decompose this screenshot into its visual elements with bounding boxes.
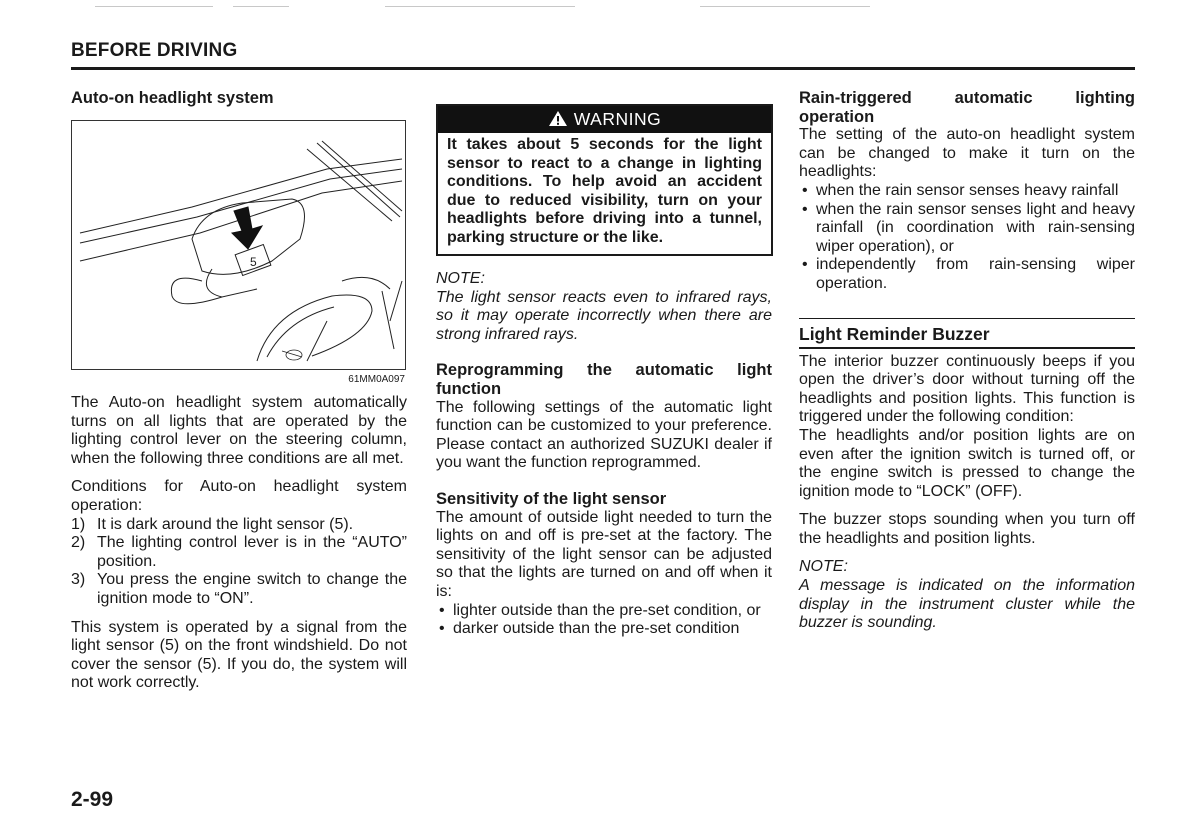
heading-reprogramming: Reprogramming the automatic light function (436, 361, 772, 398)
warning-text: It takes about 5 seconds for the light sensor to react to a change in lighting conditions. To help avoid an accident due to reduced visibility, turn on your headlights before driving into a tunnel, parking structure or the like. (447, 136, 762, 246)
rain-text: The setting of the auto-on headlight system can be changed to make it turn on the headlights: (799, 126, 1135, 181)
conditions-list (71, 516, 407, 609)
reprogramming-text: The following settings of the automatic light function can be customized to your preference. Please contact an authorized SUZUKI dealer if you want the function reprogrammed. (436, 398, 772, 472)
heading-auto-on: Auto-on headlight system (71, 89, 274, 107)
heading-rain-triggered: Rain-triggered automatic lighting operation (799, 89, 1135, 126)
list-item: • darker outside than the pre-set condition (439, 620, 740, 638)
note-text: The light sensor reacts even to infrared rays, so it may operate incorrectly when there are strong infrared rays. (436, 288, 772, 343)
rain-list (799, 182, 1135, 294)
windshield-sensor-diagram (72, 121, 405, 369)
scan-mark (233, 6, 289, 7)
heading-sensitivity: Sensitivity of the light sensor (436, 489, 667, 508)
list-item: • independently from rain-sensing wiper operation. (802, 256, 1135, 292)
column-1 (71, 89, 407, 108)
system-paragraph: This system is operated by a signal from the light sensor (5) on the front windshield. Do not cover the sensor (5). If you do, the system will not work correctly. (71, 618, 407, 692)
list-item: • when the rain sensor senses light and heavy rainfall (in coordination with rain-sensing wiper operation), or (802, 200, 1135, 255)
conditions-intro: Conditions for Auto-on headlight system operation: (71, 478, 407, 514)
sensor-marker: 5 (250, 255, 257, 269)
figure-caption: 61MM0A097 (348, 374, 405, 385)
note-label: NOTE: (436, 270, 485, 287)
warning-triangle-icon (548, 110, 568, 127)
header-rule (71, 67, 1135, 70)
heading-light-reminder-buzzer: Light Reminder Buzzer (799, 318, 1135, 349)
note-text: A message is indicated on the information display in the instrument cluster while the buzzer is sounding. (799, 577, 1135, 632)
buzzer-paragraph-1: The interior buzzer continuously beeps if you open the driver’s door without turning off the headlights and position lights. This function is triggered under the following condition: (799, 352, 1135, 426)
column-1-body (71, 394, 407, 693)
sensitivity-text: The amount of outside light needed to turn the lights on and off is pre-set at the factory. The sensitivity of the light sensor can be adjusted so that the lights are turned on and off when it is: (436, 508, 772, 600)
section-title: BEFORE DRIVING (71, 40, 238, 61)
warning-header (438, 106, 771, 133)
list-item: 2) The lighting control lever is in the “AUTO” position. (71, 534, 407, 570)
down-arrow-icon (232, 207, 262, 249)
intro-paragraph: The Auto-on headlight system automatically turns on all lights that are operated by the lighting control lever on the steering column, when the following three conditions are all met. (71, 394, 407, 467)
scan-mark (385, 6, 575, 7)
note-label: NOTE: (799, 558, 848, 576)
column-2-body (436, 270, 772, 639)
list-item: 3) You press the engine switch to change the ignition mode to “ON”. (71, 571, 407, 607)
scan-mark (95, 6, 213, 7)
buzzer-paragraph-3: The buzzer stops sounding when you turn off the headlights and position lights. (799, 511, 1135, 547)
warning-label: WARNING (573, 109, 662, 129)
warning-box (436, 104, 773, 256)
list-item: • when the rain sensor senses heavy rainfall (802, 181, 1119, 199)
buzzer-paragraph-2: The headlights and/or position lights are on even after the ignition switch is turned off, or the engine switch is pressed to change the ignition mode to “LOCK” (OFF). (799, 426, 1135, 500)
column-3-body (799, 89, 1135, 633)
page-number: 2-99 (71, 788, 114, 811)
list-item: 1) It is dark around the light sensor (5). (71, 515, 354, 533)
sensor-illustration (71, 120, 406, 385)
list-item: • lighter outside than the pre-set condition, or (439, 601, 761, 619)
sensitivity-list (436, 602, 772, 639)
scan-mark (700, 6, 870, 7)
